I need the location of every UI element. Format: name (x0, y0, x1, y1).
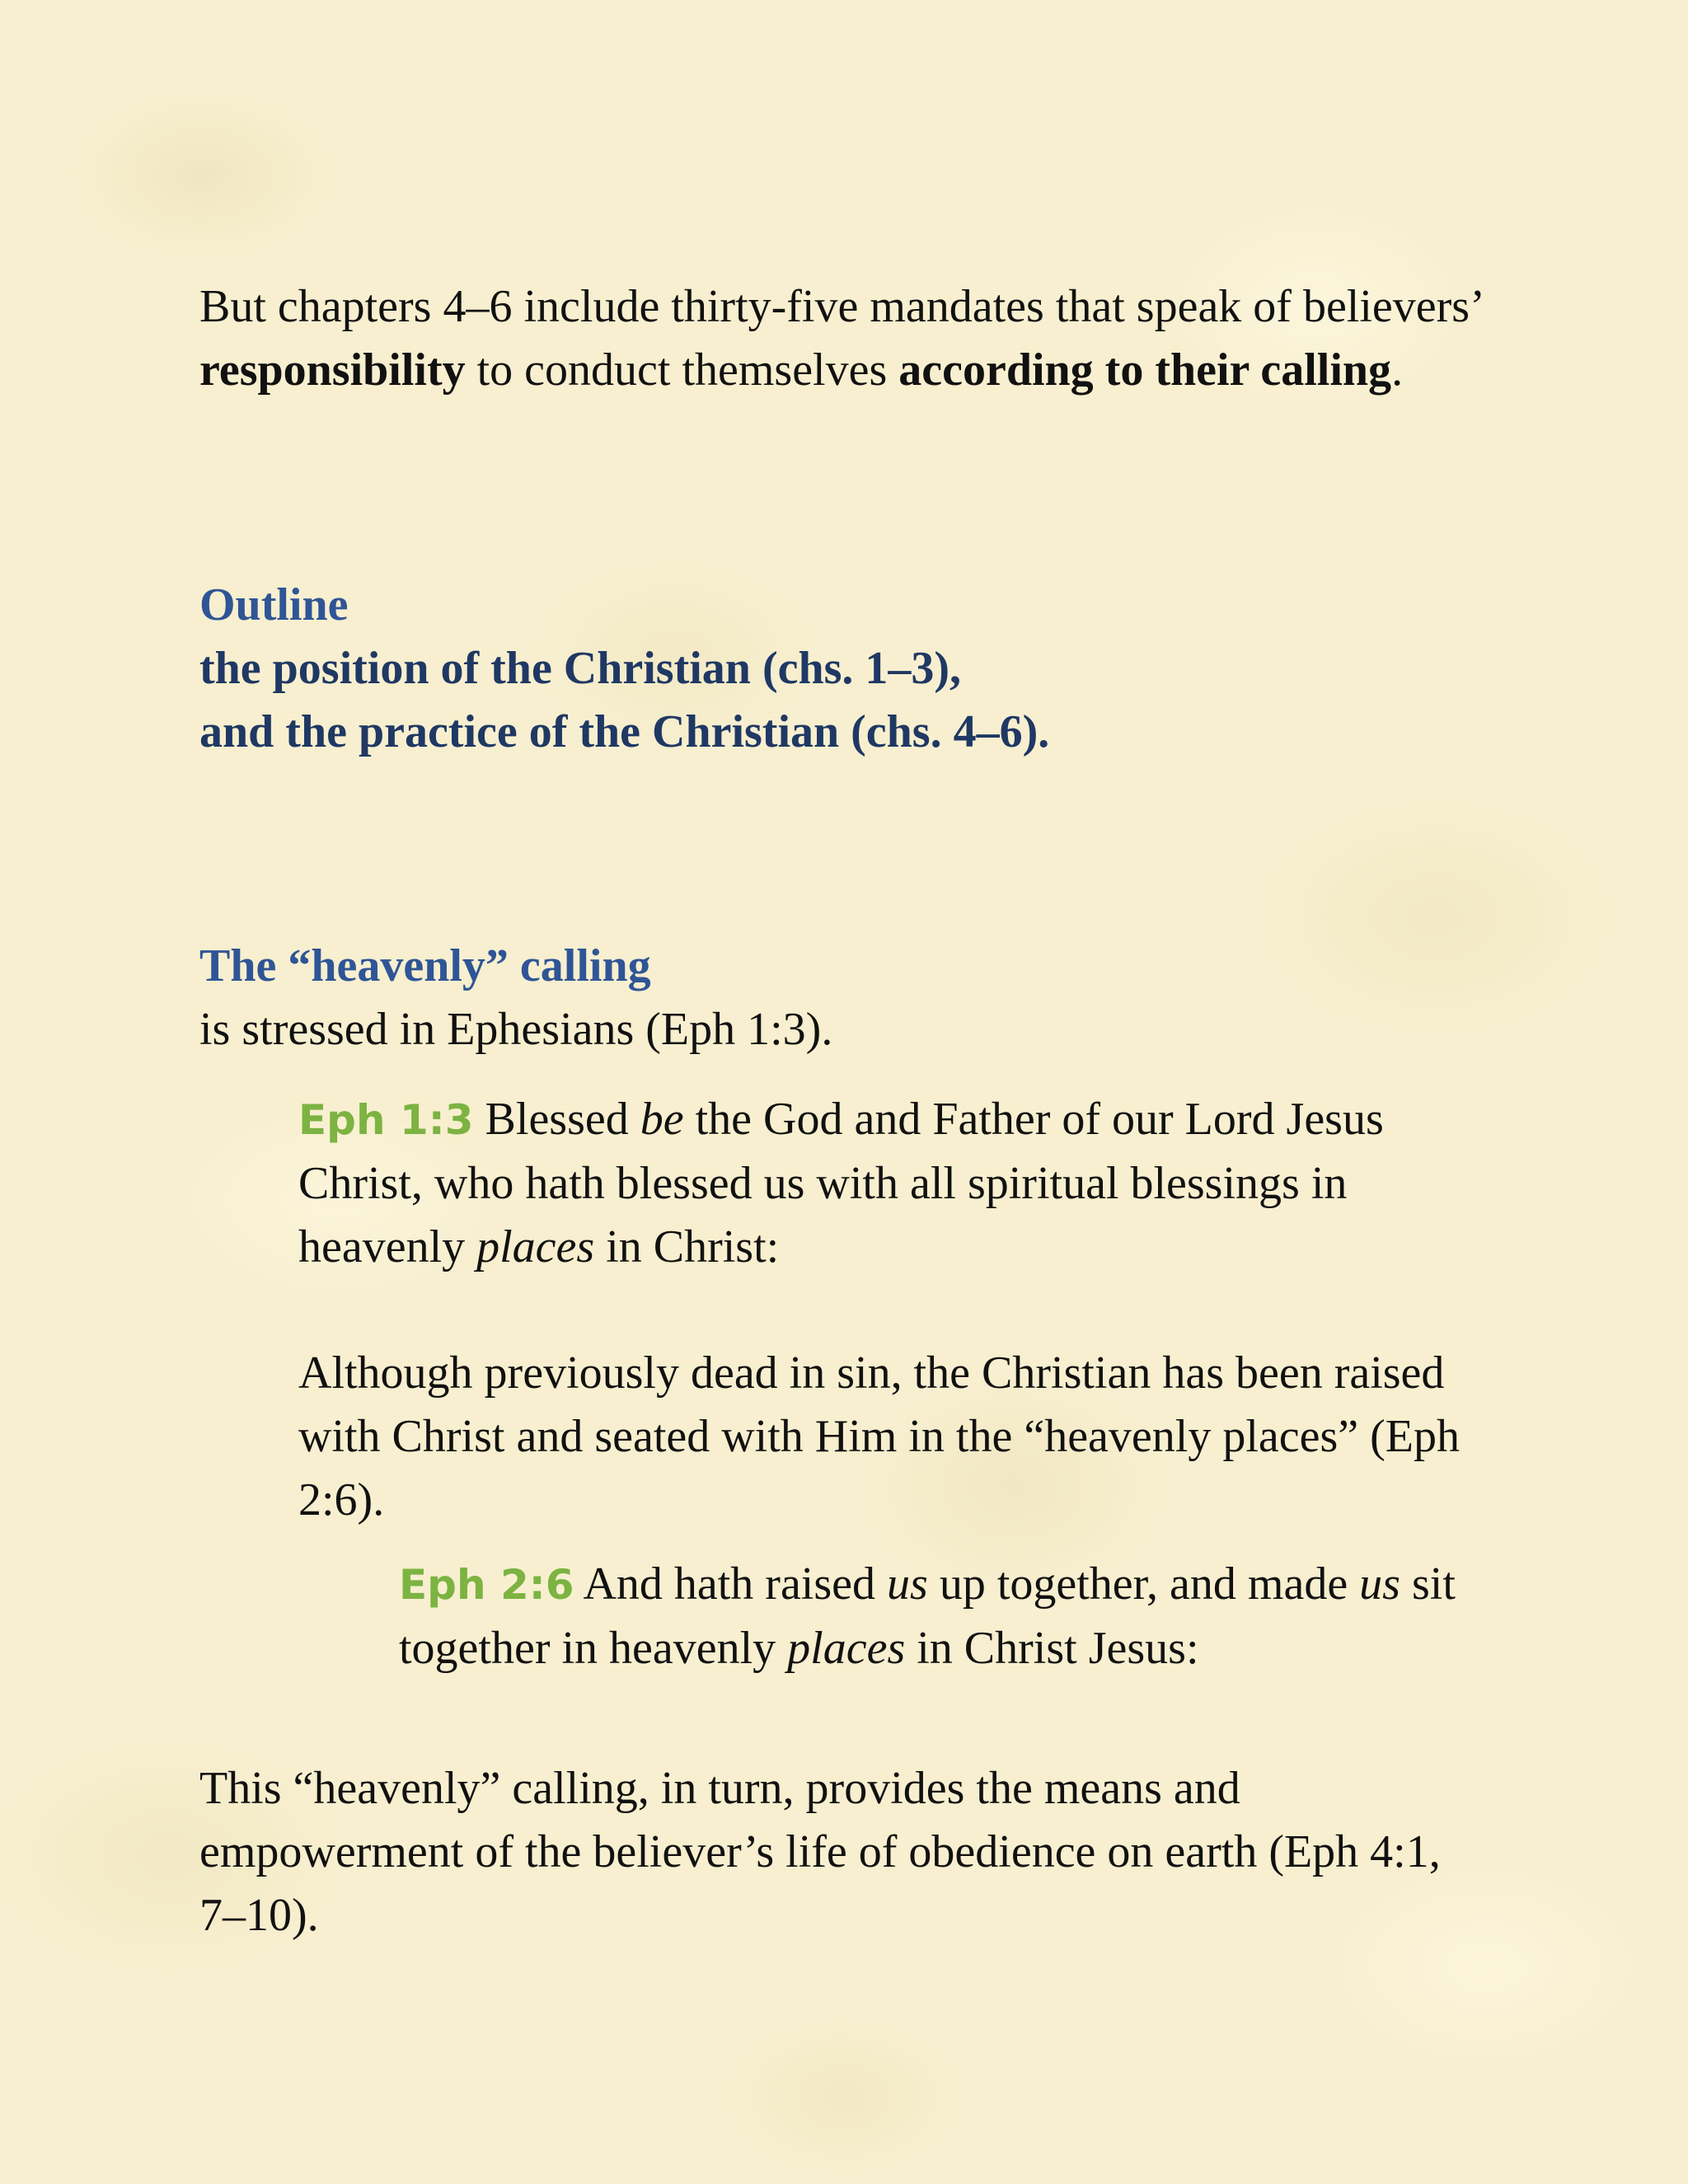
verse1-text-2: the God and Father of our Lord Jesus Christ, who hath blessed us with all spiritual blessings in heavenly (298, 1094, 1384, 1272)
intro-text-1: But chapters 4–6 include thirty-five mandates that speak of believers’ (199, 281, 1482, 332)
verse1-text-1: Blessed (473, 1094, 640, 1145)
verse1-italic-places: places (476, 1221, 595, 1272)
outline-section (199, 574, 1485, 764)
verse2-italic-places: places (787, 1623, 906, 1674)
outline-line-practice: and the practice of the Christian (chs. 4–6). (199, 706, 1050, 757)
verse2-text-2: up together, and made (927, 1558, 1360, 1610)
verse2-text-3: sit together in heavenly (399, 1558, 1456, 1674)
heavenly-calling-heading: The “heavenly” calling (199, 940, 651, 991)
closing-paragraph (199, 1757, 1485, 1947)
heavenly-calling-text: is stressed in Ephesians (Eph 1:3). (199, 1004, 833, 1055)
closing-text: This “heavenly” calling, in turn, provides the means and empowerment of the believer’s life of obedience on earth (Eph 4:1, 7–10). (199, 1763, 1441, 1941)
verse-eph-1-3 (298, 1088, 1485, 1279)
outline-heading: Outline (199, 579, 349, 630)
verse2-italic-us-1: us (887, 1558, 928, 1610)
verse-reference-eph-2-6: Eph 2:6 (399, 1561, 574, 1609)
intro-bold-calling: according to their calling (898, 344, 1392, 396)
raised-with-christ-text: Although previously dead in sin, the Christian has been raised with Christ and seated with Him in the “heavenly places” (Eph 2:6). (298, 1347, 1460, 1526)
verse-eph-2-6 (399, 1553, 1512, 1680)
intro-text-2: to conduct themselves (465, 344, 899, 396)
heavenly-calling-section (199, 935, 1485, 1062)
verse2-text-1: And hath raised (574, 1558, 888, 1610)
verse2-italic-us-2: us (1359, 1558, 1400, 1610)
intro-bold-responsibility: responsibility (199, 344, 466, 396)
intro-text-3: . (1391, 344, 1404, 396)
raised-with-christ-paragraph (298, 1342, 1485, 1532)
intro-paragraph (199, 275, 1485, 402)
verse1-italic-be: be (640, 1094, 684, 1145)
verse1-text-3: in Christ: (594, 1221, 780, 1272)
verse-reference-eph-1-3: Eph 1:3 (298, 1096, 474, 1144)
outline-line-position: the position of the Christian (chs. 1–3), (199, 643, 962, 694)
verse2-text-4: in Christ Jesus: (905, 1623, 1199, 1674)
